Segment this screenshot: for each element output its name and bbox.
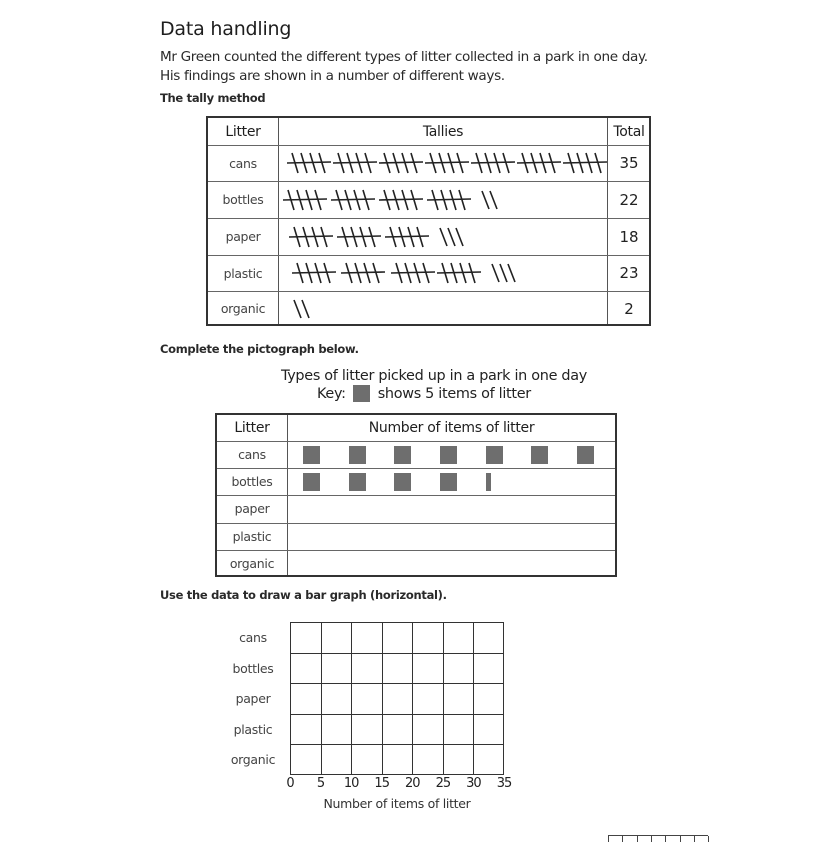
filled-square-icon: [531, 446, 548, 464]
pictograph-entry-cell[interactable]: [288, 523, 615, 550]
grid-line: [473, 623, 474, 774]
tally-marks-icon: [292, 297, 314, 321]
intro-text: [160, 48, 648, 86]
tally-row-label: bottles: [222, 192, 264, 207]
bar-graph-x-tick: 20: [405, 776, 420, 791]
grid-line: [608, 836, 609, 842]
pictograph-title: Types of litter picked up in a park in one day: [280, 368, 588, 384]
tally-gate-icon: [291, 261, 337, 285]
filled-square-icon: [577, 446, 594, 464]
pictograph-row-label: cans: [238, 447, 266, 462]
bar-graph-category-label: organic: [230, 752, 276, 768]
pictograph-entry-cell[interactable]: [288, 495, 615, 522]
filled-square-icon: [486, 446, 503, 464]
grid-line: [291, 744, 503, 745]
tally-gate-icon: [332, 151, 378, 175]
grid-line: [651, 836, 652, 842]
tally-row-label: organic: [220, 301, 266, 316]
tally-gate-icon: [336, 225, 382, 249]
filled-square-icon: [353, 385, 370, 402]
bar-graph-x-tick: 25: [435, 776, 451, 791]
grid-line: [321, 623, 322, 774]
tally-heading: The tally method: [160, 91, 266, 105]
tally-gate-icon: [384, 225, 430, 249]
tally-row-total: 2: [624, 299, 634, 318]
tally-marks-icon: [480, 188, 502, 212]
tally-gate-icon: [378, 188, 424, 212]
next-page-grid-fragment: [608, 835, 708, 846]
tally-gate-icon: [390, 261, 436, 285]
pictograph-row-label: bottles: [231, 474, 273, 489]
tally-gate-icon: [340, 261, 386, 285]
tally-gate-icon: [378, 151, 424, 175]
tally-row-total: 23: [619, 264, 639, 282]
bar-graph-x-tick: 15: [374, 776, 389, 791]
pictograph-row-label: paper: [234, 501, 270, 516]
grid-line: [291, 683, 503, 684]
tally-marks-icon: [438, 225, 468, 249]
bar-graph-x-tick: 5: [316, 776, 325, 791]
bar-graph-category-label: bottles: [232, 660, 274, 676]
bar-graph-x-tick: 35: [496, 776, 512, 791]
grid-line: [382, 623, 383, 774]
filled-square-icon: [440, 473, 457, 491]
tally-row-total: 18: [619, 227, 639, 246]
tally-row-label: cans: [229, 155, 257, 171]
bargraph-instruction: Use the data to draw a bar graph (horizontal).: [160, 588, 447, 602]
tally-header-total: Total: [613, 123, 645, 140]
grid-line: [351, 623, 352, 774]
pictograph-instruction: Complete the pictograph below.: [160, 342, 359, 356]
pictograph-table: [215, 413, 617, 577]
divider: [278, 118, 279, 324]
bar-graph-x-tick: 30: [466, 776, 481, 791]
tally-table: [206, 116, 651, 326]
tally-gate-icon: [516, 151, 562, 175]
filled-square-icon: [394, 446, 411, 464]
partial-square-icon: [486, 473, 491, 491]
pictograph-key: [317, 385, 531, 402]
tally-gate-icon: [562, 151, 608, 175]
tally-row-label: paper: [225, 229, 261, 244]
tally-header-tallies: Tallies: [422, 123, 464, 140]
grid-line: [412, 623, 413, 774]
filled-square-icon: [303, 473, 320, 491]
grid-line: [665, 836, 666, 842]
pictograph-header-number: Number of items of litter: [368, 420, 535, 436]
pictograph-row-label: plastic: [232, 529, 272, 544]
tally-gate-icon: [282, 188, 328, 212]
pictograph-row-label: organic: [229, 556, 275, 571]
bar-graph-x-label: Number of items of litter: [323, 796, 471, 811]
bar-graph-category-label: paper: [235, 691, 271, 707]
grid-line: [637, 836, 638, 842]
page-title: Data handling: [160, 18, 292, 40]
bar-graph-x-tick: 0: [286, 776, 294, 791]
tally-gate-icon: [286, 151, 332, 175]
tally-gate-icon: [436, 261, 482, 285]
filled-square-icon: [394, 473, 411, 491]
tally-row-label: plastic: [223, 265, 263, 281]
pictograph-entry-cell[interactable]: [288, 550, 615, 577]
pictograph-header-litter: Litter: [234, 420, 270, 436]
bar-graph-x-tick: 10: [343, 776, 359, 791]
tally-row-total: 35: [619, 154, 639, 172]
key-description: shows 5 items of litter: [377, 385, 531, 402]
grid-line: [291, 653, 503, 654]
grid-line: [694, 836, 695, 842]
tally-gate-icon: [426, 188, 472, 212]
intro-line-1: Mr Green counted the different types of litter collected in a park in one day.: [160, 49, 648, 65]
grid-line: [622, 836, 623, 842]
key-label: Key:: [317, 385, 346, 402]
bar-graph-grid[interactable]: [290, 622, 504, 775]
grid-line: [708, 836, 709, 842]
grid-line: [443, 623, 444, 774]
tally-header-litter: Litter: [225, 123, 261, 140]
tally-marks-icon: [490, 261, 520, 285]
grid-line: [291, 714, 503, 715]
tally-gate-icon: [470, 151, 516, 175]
bar-graph-category-label: cans: [239, 630, 267, 645]
filled-square-icon: [303, 446, 320, 464]
filled-square-icon: [349, 473, 366, 491]
tally-gate-icon: [330, 188, 376, 212]
tally-gate-icon: [424, 151, 470, 175]
filled-square-icon: [440, 446, 457, 464]
filled-square-icon: [349, 446, 366, 464]
grid-line: [680, 836, 681, 842]
tally-row-total: 22: [619, 190, 639, 209]
intro-line-2: His findings are shown in a number of different ways.: [160, 68, 505, 84]
bar-graph-category-label: plastic: [233, 721, 273, 737]
tally-gate-icon: [288, 225, 334, 249]
